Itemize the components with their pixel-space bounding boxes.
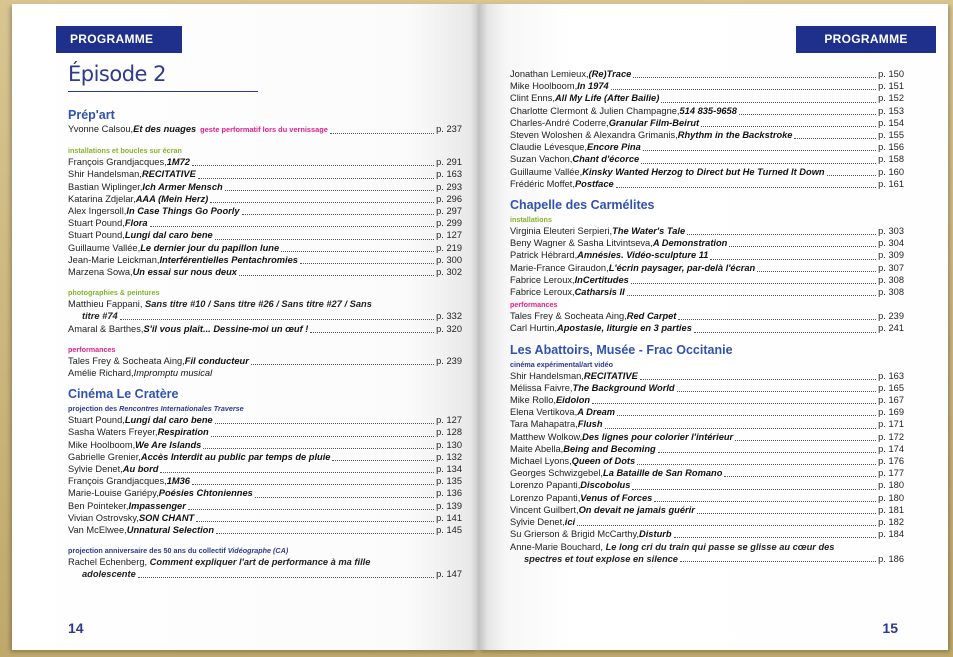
dot-leader [281,250,434,252]
dot-leader [735,439,876,441]
list-item: Elena Vertikova, A Dream p. 169 [510,407,904,418]
dot-leader [577,524,876,526]
dot-leader [627,294,876,296]
installations-list [68,156,462,278]
list-item: Mike Hoolboom, We Are Islands p. 130 [68,439,462,450]
dot-leader [255,496,434,498]
dot-leader [592,402,876,404]
programme-header-left: PROGRAMME [56,26,182,53]
list-item: Tales Frey & Socheata Aing, Red Carpet p. 239 [510,311,904,322]
left-column [68,108,462,581]
list-item: Patrick Hébrard, Amnésies. Vidéo-sculpture 11 p. 309 [510,250,904,261]
list-item: Amaral & Barthes, S'il vous plaît... Dessine-moi un œuf ! p. 320 [68,323,462,334]
dot-leader [631,282,876,284]
dot-leader [680,561,876,562]
dot-leader [225,189,434,191]
dot-leader [729,245,876,247]
list-item: Van McElwee, Unnatural Selection p. 145 [68,525,462,536]
list-item: Frédéric Moffet, Postface p. 161 [510,178,904,189]
chapelle-performances-list [510,310,904,334]
section-title-cinema: Cinéma Le Cratère [68,387,179,402]
dot-leader [794,137,876,139]
dot-leader [203,447,434,449]
dot-leader [617,414,876,416]
dot-leader [687,233,876,235]
dot-leader [616,186,876,188]
dot-leader [242,213,435,215]
dot-leader [198,177,434,179]
dot-leader [694,331,876,333]
dot-leader [211,435,434,437]
dot-leader [632,488,876,490]
section-title-chapelle: Chapelle des Carmélites [510,198,655,213]
dot-leader [192,164,434,166]
cinema-list [68,414,462,536]
subsection-label-performances: performances [68,344,116,354]
dot-leader [611,88,876,90]
list-item: Mike Hoolboom, In 1974 p. 151 [510,81,904,92]
chapelle-installations-list [510,225,904,298]
dot-leader [661,101,876,103]
dot-leader [216,532,434,534]
list-item: François Grandjacques, 1M72 p. 291 [68,157,462,168]
list-item: Charlotte Clermont & Julien Champagne, 514 835-9658 p. 153 [510,105,904,116]
dot-leader [239,274,434,276]
dot-leader [188,508,434,510]
subsection-label-photographies: photographies & peintures [68,288,160,298]
dot-leader [251,363,434,365]
list-item: Jonathan Lemieux, (Re)Trace p. 150 [510,69,904,79]
list-item: Marzena Sowa, Un essai sur nous deux p. 302 [68,267,462,278]
dot-leader [710,258,876,260]
list-item: Anne-Marie Bouchard, Le long cri du train qui passe se glisse au cœur des [510,541,835,552]
page-number-left: 14 [68,620,84,636]
list-item: Suzan Vachon, Chant d'écorce p. 158 [510,154,904,165]
list-item: Lorenzo Papanti, Discobolus p. 180 [510,480,904,491]
dot-leader [637,463,876,465]
list-item: Alex Ingersoll, In Case Things Go Poorly p. 297 [68,206,462,217]
title-rule [68,91,258,92]
subsection-label-installations: installations et boucles sur écran [68,146,182,156]
right-column [510,68,904,565]
list-item: Fabrice Leroux, Catharsis II p. 308 [510,287,904,298]
list-item: Claudie Lévesque, Encore Pina p. 156 [510,142,904,153]
list-item: Su Grierson & Brigid McCarthy, Disturb p. 184 [510,529,904,540]
dot-leader [332,459,434,461]
list-item: François Grandjacques, 1M36 p. 135 [68,476,462,487]
list-item: Beny Wagner & Sasha Litvintseva, A Demonstration p. 304 [510,238,904,249]
dot-leader [678,318,876,320]
programme-header-right: PROGRAMME [796,26,936,53]
dot-leader [633,76,876,78]
list-item: Bastian Wiplinger, Ich Armer Mensch p. 293 [68,181,462,192]
list-item: Fabrice Leroux, InCertitudes p. 308 [510,274,904,285]
episode-title: Épisode 2 [68,62,167,86]
list-item: Katarina Zdjelar, AAA (Mein Herz) p. 296 [68,193,462,204]
list-item: Vincent Guilbert, On devait ne jamais guérir p. 181 [510,504,904,515]
subsection-label-installations: installations [510,215,552,225]
dot-leader [150,225,435,227]
dot-leader [215,238,434,240]
dot-leader [160,471,434,473]
dot-leader [192,483,434,485]
list-item: Marie-Louise Gariépy, Poésies Chtoniennes p. 136 [68,488,462,499]
dot-leader [757,270,876,272]
dot-leader [697,512,876,514]
list-item: Marie-France Giraudon, L'écrin paysager, par-delà l'écran p. 307 [510,262,904,273]
list-item: Rachel Echenberg, Comment expliquer l'art de performance à ma fille [68,557,371,568]
list-item: Vivian Ostrovsky, SON CHANT p. 141 [68,512,462,523]
open-booklet [12,4,948,653]
list-item: Matthew Wolkow, Des lignes pour colorier l'intérieur p. 172 [510,431,904,442]
list-item: Shir Handelsman, RECITATIVE p. 163 [510,370,904,381]
list-item: Mélissa Faivre, The Background World p. 165 [510,382,904,393]
dot-leader [196,520,434,522]
book-spine [470,4,488,650]
dot-leader [138,577,434,578]
continued-list [510,68,904,190]
list-item: Lorenzo Papanti, Venus of Forces p. 180 [510,492,904,503]
dot-leader [724,475,876,477]
dot-leader [827,174,877,176]
list-item-continuation: titre #74 p. 332 [82,311,462,322]
list-item: Amélie Richard, Impromptu musical [68,368,213,379]
section-title-prepart: Prép'art [68,108,115,122]
list-item: Sylvie Denet, ici p. 182 [510,517,904,528]
section-title-abattoirs: Les Abattoirs, Musée - Frac Occitanie [510,342,733,357]
dot-leader [300,262,434,264]
list-item: Stuart Pound, Lungi dal caro bene p. 127 [68,230,462,241]
subsection-label-performances: performances [510,300,558,310]
list-item: Shir Handelsman, RECITATIVE p. 163 [68,169,462,180]
dot-leader [605,427,877,429]
list-item: Matthieu Fappani, Sans titre #10 / Sans titre #26 / Sans titre #27 / Sans [68,299,372,310]
list-item-continuation: adolescente p. 147 [82,569,462,580]
dot-leader [210,201,434,203]
list-item-continuation: spectres et tout explose en silence p. 186 [524,553,904,564]
list-item: Ben Pointeker, Impassenger p. 139 [68,500,462,511]
dot-leader [640,378,876,380]
list-item: Charles-André Coderre, Granular Film-Beirut p. 154 [510,117,904,128]
dot-leader [658,451,876,453]
dot-leader [674,536,877,538]
list-item: Stuart Pound, Flora p. 299 [68,218,462,229]
subsection-label-cinema: cinéma expérimental/art vidéo [510,359,614,369]
list-item: Georges Schwizgebel, La Bataille de San Romano p. 177 [510,468,904,479]
left-page [12,4,478,650]
list-item: Tales Frey & Socheata Aing, Fil conducteur p. 239 [68,355,462,366]
list-item: Carl Hurtin, Apostasie, liturgie en 3 parties p. 241 [510,323,904,334]
list-item: Yvonne Calsou, Et des nuages geste performatif lors du vernissage p. 237 [68,124,462,134]
list-item: Steven Woloshen & Alexandra Grimanis, Rhythm in the Backstroke p. 155 [510,130,904,141]
list-item: Mike Rollo, Eidolon p. 167 [510,395,904,406]
dot-leader [654,500,876,502]
dot-leader [643,149,876,151]
subsection-label-projection: projection des Rencontres Internationales Traverse [68,404,244,414]
list-item: Virginia Eleuteri Serpieri, The Water's Tale p. 303 [510,226,904,237]
dot-leader [215,422,434,424]
dot-leader [310,331,434,333]
list-item: Jean-Marie Leickman, Interférentielles Pentachromies p. 300 [68,254,462,265]
dot-leader [677,390,877,392]
list-item: Guillaume Vallée, Le dernier jour du papillon lune p. 219 [68,242,462,253]
dot-leader [701,125,876,127]
list-item: Sasha Waters Freyer, Respiration p. 128 [68,427,462,438]
list-item: Michael Lyons, Queen of Dots p. 176 [510,456,904,467]
dot-leader [330,132,434,134]
dot-leader [641,162,876,164]
list-item: Clint Enns, All My Life (After Bailie) p. 152 [510,93,904,104]
list-item: Gabrielle Grenier, Accès Interdit au public par temps de pluie p. 132 [68,451,462,462]
list-item: Sylvie Denet, Au bord p. 134 [68,464,462,475]
list-item: Maite Abella, Being and Becoming p. 174 [510,443,904,454]
dot-leader [739,113,876,115]
subsection-label-anniversary: projection anniversaire des 50 ans du collectif Vidéographe (CA) [68,546,289,556]
list-item: Stuart Pound, Lungi dal caro bene p. 127 [68,415,462,426]
dot-leader [120,319,434,320]
list-item: Tara Mahapatra, Flush p. 171 [510,419,904,430]
list-item: Guillaume Vallée, Kinsky Wanted Herzog to Direct but He Turned It Down p. 160 [510,166,904,177]
page-number-right: 15 [882,620,898,636]
abattoirs-list [510,370,904,541]
